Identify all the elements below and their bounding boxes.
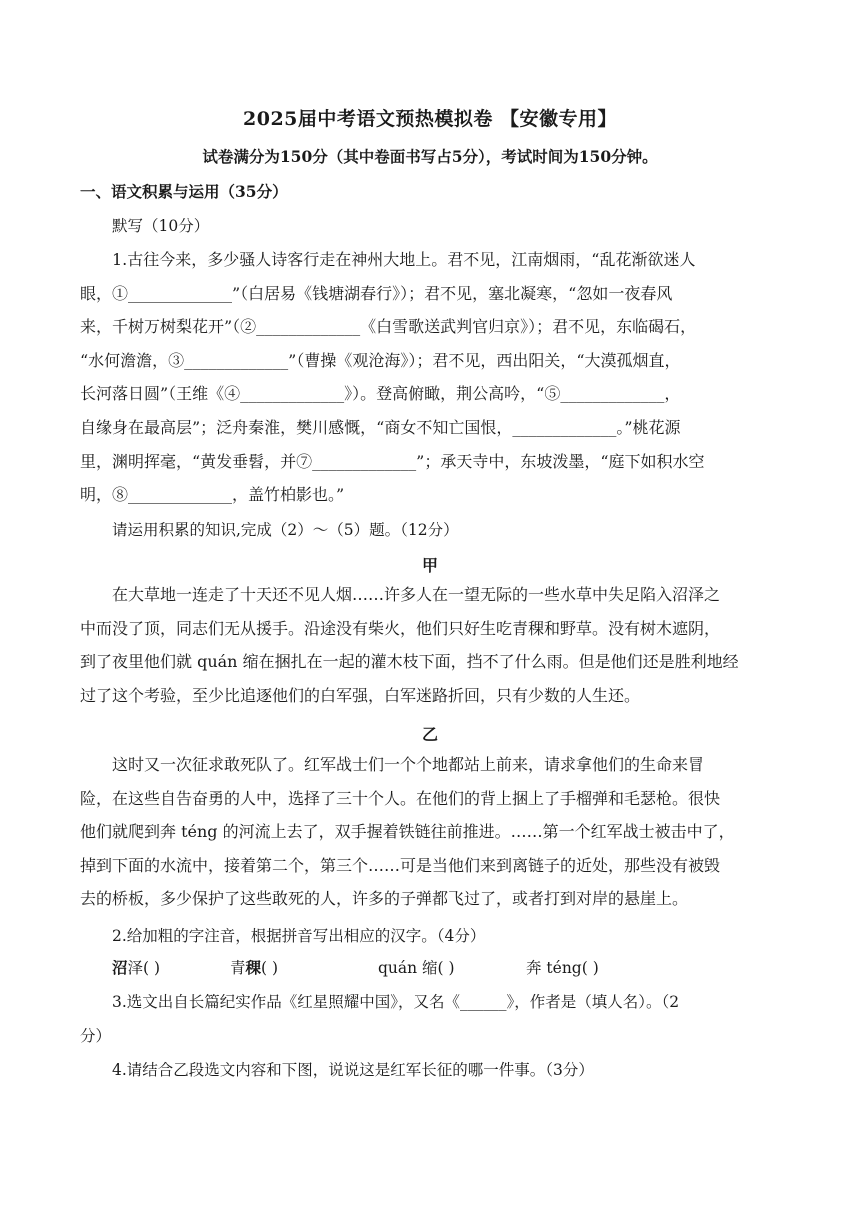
question-1 (80, 243, 782, 512)
pinyin-item: 沼泽( ) (112, 958, 161, 977)
pinyin-item: quán 缩( ) (378, 959, 455, 977)
pinyin-item: 奔 téng( ) (526, 959, 599, 977)
passage-line: 到了夜里他们就 quán 缩在捆扎在一起的灌木枝下面，挡不了什么雨。但是他们还是胜利地经 (80, 652, 739, 672)
passage-line: 中而没了顶，同志们无从援手。沿途没有柴火，他们只好生吃青稞和野草。没有树木遮阴， (80, 618, 721, 638)
q1-line: 自缘身在最高层”；泛舟秦淮，樊川感慨，“商女不知亡国恨，_____________。”桃花源 (80, 417, 681, 437)
pinyin-item: 青稞( ) (230, 958, 279, 977)
passage-line: 险，在这些自告奋勇的人中，选择了三十个人。在他们的背上捆上了手榴弹和毛瑟枪。很快 (80, 788, 721, 808)
passage-line: 去的桥板，多少保护了这些敢死的人，许多的子弹都飞过了，或者打到对岸的悬崖上。 (80, 889, 689, 909)
passage-line: 过了这个考验，至少比追逐他们的白军强，白军迷路折回，只有少数的人生还。 (80, 685, 641, 705)
question-3-cont: 分） (80, 1027, 112, 1045)
q1-line: 长河落日圆”（王维《④_____________》）。登高俯瞰，荆公高吟，“⑤_____________， (80, 384, 681, 404)
q1-line: 眼，①_____________”（白居易《钱塘湖春行》）；君不见，塞北凝寒，“忽如一夜春风 (80, 283, 673, 303)
passage-line: 这时又一次征求敢死队了。红军战士们一个个地都站上前来，请求拿他们的生命来冒 (112, 755, 705, 774)
question-3: 3.选文出自长篇纪实作品《红星照耀中国》，又名《______》，作者是（填人名）。（2 (112, 993, 680, 1011)
page-title: 2025届中考语文预热模拟卷 【安徽专用】 (243, 108, 617, 130)
passage-label-jia: 甲 (421, 556, 438, 575)
section-heading: 一、语文积累与运用（35分） (80, 182, 288, 201)
q1-line: 里，渊明挥毫，“黄发垂髫，并⑦_____________”；承天寺中，东坡泼墨，“庭下如积水空 (80, 451, 705, 471)
sub-heading-dictation: 默写（10分） (112, 217, 210, 235)
q1-line: 明，⑧_____________，盖竹柏影也。” (80, 485, 345, 505)
passage-label-yi: 乙 (421, 725, 438, 744)
instruction-text: 请运用积累的知识,完成（2）～（5）题。（12分） (112, 521, 459, 539)
passage-line: 掉到下面的水流中，接着第二个，第三个……可是当他们来到离链子的近处，那些没有被毁 (80, 855, 721, 875)
q1-line: “水何澹澹，③_____________”（曹操《观沧海》）；君不见，西出阳关，“大漠孤烟直， (80, 350, 681, 370)
q1-line: 1.古往今来，多少骚人诗客行走在神州大地上。君不见，江南烟雨，“乱花渐欲迷人 (112, 250, 696, 269)
q1-line: 来，千树万树梨花开”（②_____________《白雪歌送武判官归京》）；君不见，东临碣石， (80, 317, 697, 337)
passage-line: 在大草地一连走了十天还不见人烟……许多人在一望无际的一些水草中失足陷入沼泽之 (112, 585, 721, 604)
exam-instructions: 试卷满分为150分（其中卷面书写占5分），考试时间为150分钟。 (202, 147, 658, 166)
passage-line: 他们就爬到奔 téng 的河流上去了，双手握着铁链往前推进。……第一个红军战士被击中了， (80, 822, 735, 842)
passage-jia (80, 578, 782, 712)
question-4: 4.请结合乙段选文内容和下图，说说这是红军长征的哪一件事。（3分） (112, 1061, 594, 1079)
passage-yi (80, 748, 782, 916)
question-2: 2.给加粗的字注音，根据拼音写出相应的汉字。（4分） (112, 927, 486, 945)
